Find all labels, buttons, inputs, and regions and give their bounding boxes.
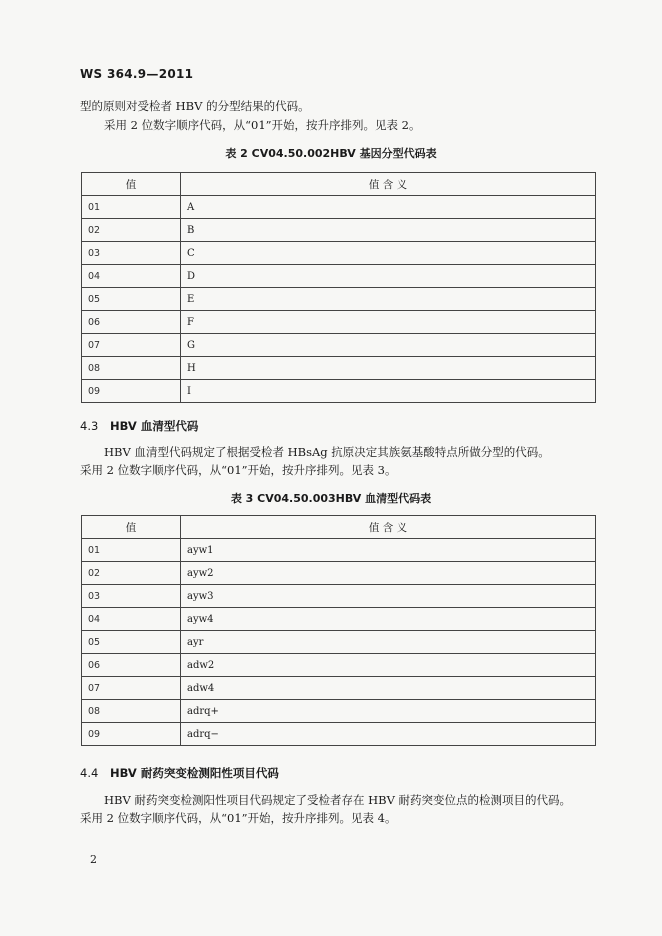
standard-number-header: WS 364.9—2011 <box>80 67 194 81</box>
table-row <box>82 608 596 631</box>
code-value: 09 <box>82 723 181 746</box>
table-row <box>82 539 596 562</box>
code-value: 08 <box>82 700 181 723</box>
section-4-3-line-1: HBV 血清型代码规定了根据受检者 HBsAg 抗原决定其族氨基酸特点所做分型的代码。 <box>104 445 550 459</box>
code-value: 04 <box>82 265 181 288</box>
section-title: HBV 耐药突变检测阳性项目代码 <box>110 766 279 780</box>
code-value: 09 <box>82 380 181 403</box>
code-value: 02 <box>82 562 181 585</box>
code-meaning: ayw1 <box>181 539 596 562</box>
code-value: 08 <box>82 357 181 380</box>
table-row <box>82 700 596 723</box>
table-row <box>82 242 596 265</box>
code-value: 06 <box>82 311 181 334</box>
section-4-3-heading <box>80 418 198 434</box>
section-title: HBV 血清型代码 <box>110 419 199 433</box>
code-meaning: adrq− <box>181 723 596 746</box>
code-meaning: G <box>181 334 596 357</box>
section-number: 4.3 <box>80 419 99 433</box>
table-row <box>82 654 596 677</box>
section-4-4-heading <box>80 765 279 781</box>
code-meaning: adrq+ <box>181 700 596 723</box>
section-4-4-line-2: 采用 2 位数字顺序代码，从“01”开始，按升序排列。见表 4。 <box>80 811 397 825</box>
code-value: 06 <box>82 654 181 677</box>
table-row <box>82 631 596 654</box>
column-header-meaning: 值 含 义 <box>181 173 596 196</box>
code-meaning: I <box>181 380 596 403</box>
code-meaning: C <box>181 242 596 265</box>
code-meaning: E <box>181 288 596 311</box>
column-header-meaning: 值 含 义 <box>181 516 596 539</box>
table-row <box>82 311 596 334</box>
section-number: 4.4 <box>80 766 99 780</box>
code-value: 05 <box>82 631 181 654</box>
section-4-4-line-1: HBV 耐药突变检测阳性项目代码规定了受检者存在 HBV 耐药突变位点的检测项目的代码。 <box>104 793 572 807</box>
table-row <box>82 585 596 608</box>
table-row <box>82 196 596 219</box>
code-meaning: F <box>181 311 596 334</box>
intro-line-2: 采用 2 位数字顺序代码，从“01”开始，按升序排列。见表 2。 <box>104 118 421 132</box>
table-row <box>82 219 596 242</box>
table-row <box>82 380 596 403</box>
table-row <box>82 265 596 288</box>
code-meaning: adw4 <box>181 677 596 700</box>
code-value: 04 <box>82 608 181 631</box>
code-value: 03 <box>82 242 181 265</box>
table-row <box>82 723 596 746</box>
table-row <box>82 288 596 311</box>
code-value: 02 <box>82 219 181 242</box>
code-meaning: ayw2 <box>181 562 596 585</box>
code-meaning: ayw4 <box>181 608 596 631</box>
hbv-serotype-code-table <box>81 515 596 746</box>
column-header-value: 值 <box>82 516 181 539</box>
hbv-genotype-code-table <box>81 172 596 403</box>
code-value: 05 <box>82 288 181 311</box>
code-value: 01 <box>82 196 181 219</box>
table-row <box>82 562 596 585</box>
column-header-value: 值 <box>82 173 181 196</box>
code-meaning: A <box>181 196 596 219</box>
table-row <box>82 334 596 357</box>
code-value: 01 <box>82 539 181 562</box>
code-value: 07 <box>82 334 181 357</box>
code-meaning: D <box>181 265 596 288</box>
table-3-caption: 表 3 CV04.50.003HBV 血清型代码表 <box>230 492 432 505</box>
code-meaning: ayw3 <box>181 585 596 608</box>
code-value: 03 <box>82 585 181 608</box>
table-2-caption: 表 2 CV04.50.002HBV 基因分型代码表 <box>225 147 437 160</box>
table-row <box>82 357 596 380</box>
code-meaning: ayr <box>181 631 596 654</box>
code-meaning: H <box>181 357 596 380</box>
page-number: 2 <box>90 853 97 866</box>
section-4-3-line-2: 采用 2 位数字顺序代码，从“01”开始，按升序排列。见表 3。 <box>80 463 397 477</box>
code-meaning: adw2 <box>181 654 596 677</box>
intro-line-1: 型的原则对受检者 HBV 的分型结果的代码。 <box>80 99 310 113</box>
code-meaning: B <box>181 219 596 242</box>
table-row <box>82 677 596 700</box>
code-value: 07 <box>82 677 181 700</box>
